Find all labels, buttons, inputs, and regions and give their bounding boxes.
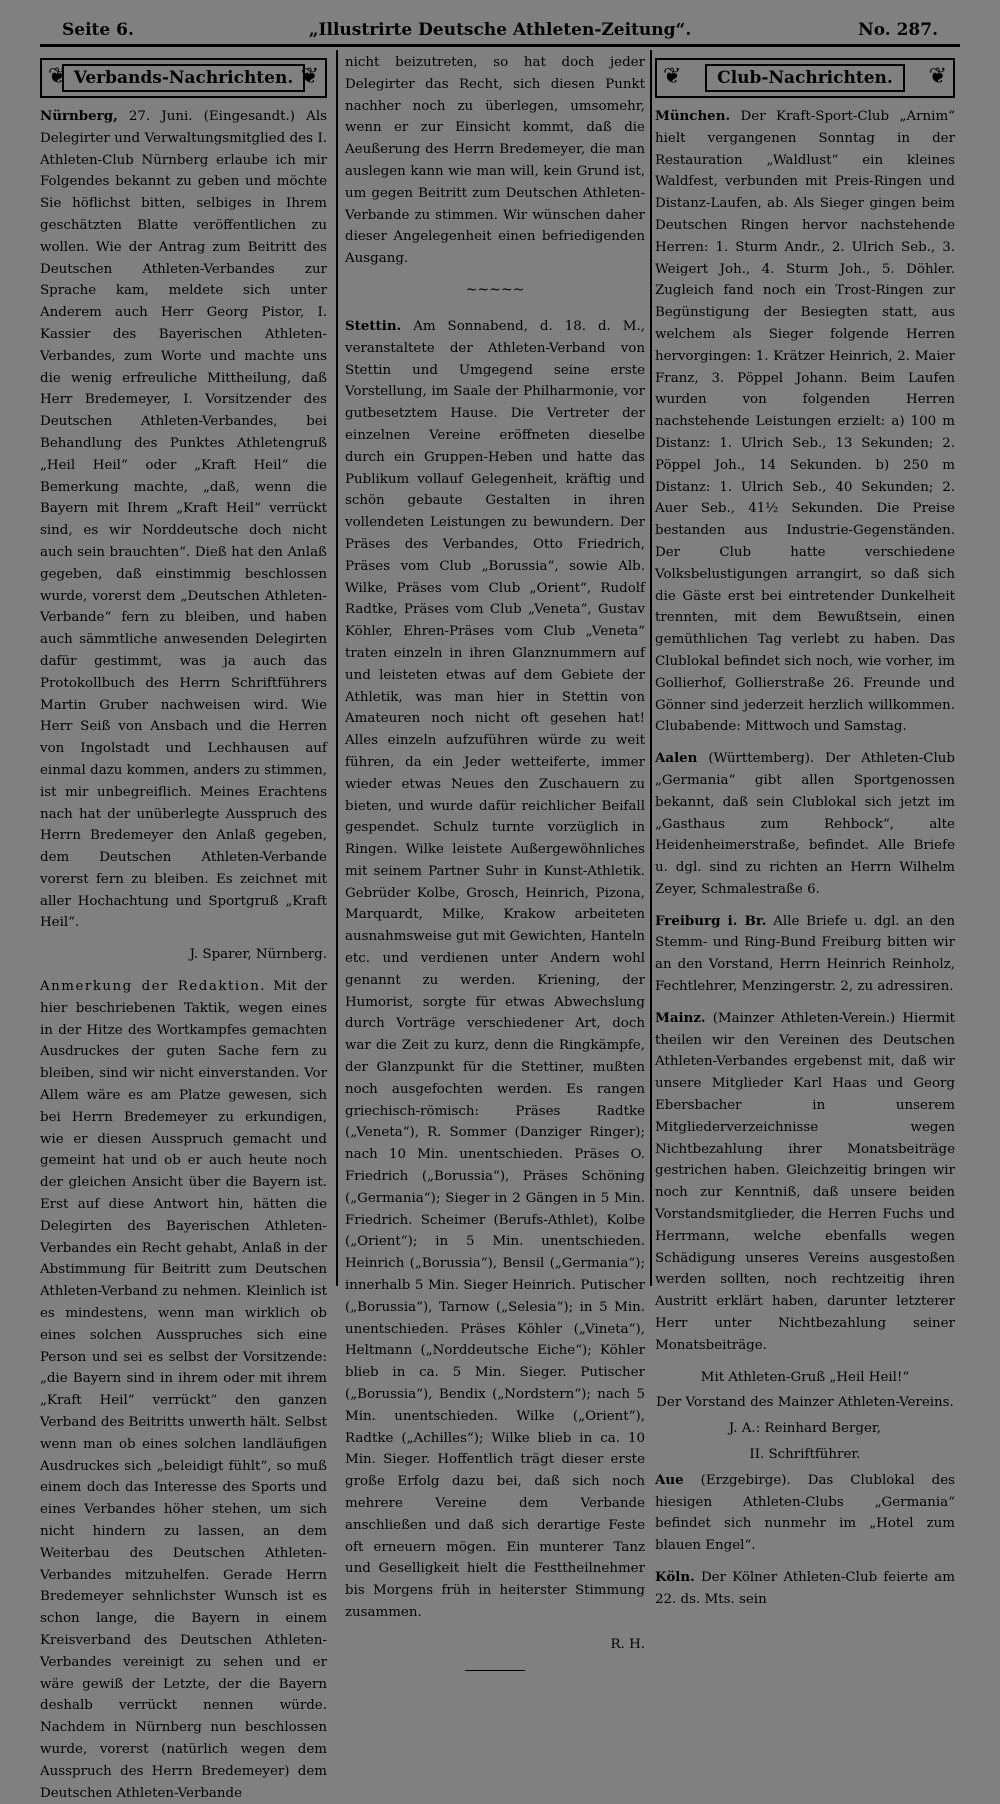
editorial-note-continued: nicht beizutreten, so hat doch jeder Delegirter das Recht, sich diesen Punkt nachher noch zu überlegen, umsomehr, wenn er zur Einsicht kommt, daß die Aeußerung des Herrn Bredemeyer, die man auslegen kann wie man will, kein Grund ist, um gegen Beitritt zum Deutschen Athleten-Verbande zu stimmen. Wir wünschen daher dieser Angelegenheit einen befriedigenden Ausgang. — [345, 55, 645, 267]
article-stettin — [345, 316, 645, 1624]
note-body: Mit der hier beschriebenen Taktik, wegen eines in der Hitze des Wortkampfes gemachten Ausdruckes der guten Sache fern zu bleiben, sind wir nicht einverstanden. Vor Allem wäre es am Platze gewesen, sich bei Herrn Bredemeyer zu erkundigen, wie er diesen Ausspruch gemacht und gemeint hat und ob er auch heute noch der gleichen Ansicht über die Bayern ist. Erst auf diese Antwort hin, hätten die Delegirten des Bayerischen Athleten-Verbandes ein Recht gehabt, Anlaß in der Abstimmung für Beitritt zum Deutschen Athleten-Verband zu nehmen. Kleinlich ist es mindestens, wenn man wirklich ob eines solchen Ausspruches sich eine Person und sei es selbst der Vorsitzende: „die Bayern sind in ihrem oder mit ihrem „Kraft Heil“ verrückt“ den ganzen Verband des Beitritts unwerth hält. Selbst wenn man ob eines solchen landläufigen Ausdruckes sich „beleidigt fühlt“, so muß einem doch das Interesse des Sports und eines Verbandes höher stehen, um sich nicht hindern zu lassen, an dem Weiterbau des Deutschen Athleten-Verbandes mitzuhelfen. Gerade Herrn Bredemeyer sehnlichster Wunsch ist es schon lange, die Bayern in einem Kreisverband des Deutschen Athleten-Verbandes vereinigt zu sehen und er wäre gewiß der Letzte, der die Bayern deshalb verrückt nennen würde. Nachdem in Nürnberg nun beschlossen wurde, vorerst (natürlich wegen dem Ausspruch des Herrn Bredemeyer) dem Deutschen Athleten-Verbande — [40, 979, 327, 1801]
page-number: Seite 6. — [62, 20, 134, 40]
greeting-line: Mit Athleten-Gruß „Heil Heil!“ — [700, 1369, 910, 1385]
page-header — [62, 20, 938, 46]
article-dateline: Freiburg i. Br. — [655, 912, 767, 929]
article-aue — [655, 1470, 955, 1557]
section-title: ❦ Club-Nachrichten. — [705, 64, 905, 92]
article-koeln — [655, 1567, 955, 1611]
column-2 — [345, 52, 645, 1652]
article-dateline: Nürnberg, — [40, 108, 118, 124]
article-body: (Erzgebirge). Das Clublokal des hiesigen Athleten-Clubs „Germania“ befindet sich nunmehr im „Hotel zum blauen Engel“. — [655, 1472, 955, 1554]
article-body: (Mainzer Athleten-Verein.) Hiermit theilen wir den Vereinen des Deutschen Athleten-Verbandes ergebenst mit, daß wir unsere Mitglieder Karl Haas und Georg Ebersbacher in unserem Mitgliederverzeichnisse wegen Nichtbezahlung ihrer Monatsbeiträge gestrichen haben. Gleichzeitig bringen wir noch zur Kenntniß, daß unsere beiden Vorstandsmitglieder, die Herren Fuchs und Herrmann, welche ebenfalls wegen Schädigung unseres Vereins ausgestoßen werden sollten, noch rechtzeitig ihren Austritt erklärt haben, darunter letzterer Herr unter Nichtbezahlung seiner Monatsbeiträge. — [655, 1010, 955, 1353]
organization-line: Der Vorstand des Mainzer Athleten-Vereins. — [656, 1395, 954, 1411]
column-3 — [655, 52, 955, 1607]
article-dateline: Aue — [655, 1471, 684, 1488]
article-freiburg — [655, 911, 955, 998]
article-body: Am Sonnabend, d. 18. d. M., veranstaltete der Athleten-Verband von Stettin und Umgegend seine erste Vorstellung, im Saale der Philharmonie, vor gutbesetztem Hause. Die Vertreter der einzelnen Vereine eröffneten dieselbe durch ein Gruppen-Heben und hatte das Publikum vollauf Gelegenheit, kräftig und schön gebaute Gestalten in ihren vollendeten Leistungen zu bewundern. Der Präses des Verbandes, Otto Friedrich, Präses vom Club „Borussia“, sowie Alb. Wilke, Präses vom Club „Orient“, Rudolf Radtke, Präses vom Club „Veneta“, Gustav Köhler, Ehren-Präses vom Club „Veneta“ traten einzeln in ihren Glanznummern auf und leisteten etwas auf dem Gebiete der Athletik, was man hier in Stettin von Amateuren noch nicht oft gesehen hat! Alles einzeln aufzuführen würde zu weit führen, da ein Jeder wetteiferte, immer wieder etwas Neues den Zuschauern zu bieten, und wurde dafür reichlicher Beifall gespendet. Schulz turnte vorzüglich in Ringen. Wilke leistete Außergewöhnliches mit seinem Partner Suhr in Kunst-Athletik. Gebrüder Kolbe, Grosch, Heinrich, Pizona, Marquardt, Milke, Krakow arbeiteten ausnahmsweise gut mit Gewichten, Hanteln etc. und verdienen unter Andern wohl genannt zu werden. Kriening, der Humorist, sorgte für etwas Abwechslung durch Vorträge verschiedener Art, doch war die Zeit zu kurz, denn die Ringkämpfe, der Glanzpunkt für die Stettiner, mußten noch ausgefochten werden. Es rangen griechisch-römisch: Präses Radtke („Veneta“), R. Sommer (Danziger Ringer); nach 10 Min. unentschieden. Präses O. Friedrich („Borussia“), Präses Schöning („Germania“); Sieger in 2 Gängen in 5 Min. Friedrich. Scheimer (Berufs-Athlet), Kolbe („Orient“); in 5 Min. unentschieden. Heinrich („Borussia“), Bensil („Germania“); innerhalb 5 Min. Sieger Heinrich. Putischer („Borussia“), Tarnow („Selesia“); in 5 Min. unentschieden. Präses Köhler („Vineta“), Heltmann („Norddeutsche Eiche“); Köhler blieb in ca. 5 Min. Sieger. Putischer („Borussia“), Bendix („Nordstern“); nach 5 Min. unentschieden. Wilke („Orient“), Radtke („Achilles“); Wilke blieb in ca. 10 Min. Sieger. Hoffentlich trägt dieser erste große Erfolg dazu bei, daß sich noch mehrere Vereine dem Verbande anschließen und daß sich derartige Feste oft erneuern mögen. Ein munterer Tanz und Geselligkeit hielt die Festtheilnehmer bis Morgens früh in heiterster Stimmung zusammen. — [345, 318, 645, 1620]
article-dateline: Mainz. — [655, 1009, 706, 1026]
newspaper-title: „Illustrirte Deutsche Athleten-Zeitung“. — [308, 20, 692, 40]
article-body: Der Kölner Athleten-Club feierte am 22. ds. Mts. sein — [655, 1570, 955, 1607]
note-heading: Anmerkung der Redaktion. — [40, 979, 267, 995]
section-ornament: ~~~~~ — [465, 281, 525, 298]
article-body: 27. Juni. (Eingesandt.) Als Delegirter und Verwaltungsmitglied des I. Athleten-Club Nürnberg erlaube ich mir Folgendes bekannt zu geben und möchte Sie höflichst bitten, selbiges in Ihrem geschätzten Blatte veröffentlichen zu wollen. Wie der Antrag zum Beitritt des Deutschen Athleten-Verbandes zur Sprache kam, meldete sich unter Anderem auch Herr Georg Pistor, I. Kassier des Bayerischen Athleten-Verbandes, zum Worte und machte uns die wenig erfreuliche Mittheilung, daß Herr Bredemeyer, I. Vorsitzender des Deutschen Athleten-Verbandes, bei Behandlung des Punktes Athletengruß „Heil Heil“ oder „Kraft Heil“ die Bemerkung machte, „daß, wenn die Bayern mit Ihrem „Kraft Heil“ verrückt sind, es wir Norddeutsche doch nicht auch sein brauchten“. Dieß hat den Anlaß gegeben, daß einstimmig beschlossen wurde, vorerst dem „Deutschen Athleten-Verbande“ fern zu bleiben, und haben auch sämmtliche anwesenden Delegirten dafür gestimmt, was ja auch das Protokollbuch des Herrn Schriftführers Martin Gruber nachweisen wird. Wie Herr Seiß von Ansbach und die Herren von Ingolstadt und Lechhausen auf einmal dazu kommen, anders zu stimmen, ist mir unbegreiflich. Meines Erachtens nach hat der unüberlegte Ausspruch des Herrn Bredemeyer den Anlaß gegeben, dem Deutschen Athleten-Verbande vorerst fern zu bleiben. Es zeichnet mit aller Hochachtung und Sportgruß „Kraft Heil“. — [40, 109, 327, 931]
column-divider — [336, 50, 338, 1286]
issue-number: No. 287. — [858, 20, 938, 40]
signature-name: J. A.: Reinhard Berger, — [728, 1421, 882, 1437]
section-banner — [40, 58, 327, 98]
article-nuernberg — [40, 106, 327, 934]
article-dateline: München. — [655, 108, 731, 124]
article-body: Der Kraft-Sport-Club „Arnim“ hielt vergangenen Sonntag in der Restauration „Waldlust“ ein kleines Waldfest, verbunden mit Preis-Ringen und Distanz-Laufen, ab. Als Sieger gingen beim Deutschen Ringen hervor nachstehende Herren: 1. Sturm Andr., 2. Ulrich Seb., 3. Weigert Joh., 4. Sturm Joh., 5. Döhler. Zugleich fand noch ein Trost-Ringen zur Begünstigung der Besiegten statt, aus welchem als Sieger folgende Herren hervorgingen: 1. Krätzer Heinrich, 2. Maier Franz, 3. Pöppel Johann. Beim Laufen wurden von folgenden Herren nachstehende Leistungen erzielt: a) 100 m Distanz: 1. Ulrich Seb., 13 Sekunden; 2. Pöppel Joh., 14 Sekunden. b) 250 m Distanz: 1. Ulrich Seb., 40 Sekunden; 2. Auer Seb., 41½ Sekunden. Die Preise bestanden aus Industrie-Gegenständen. Der Club hatte verschiedene Volksbelustigungen arrangirt, so daß sich die Gäste erst bei eintretender Dunkelheit trennten, mit dem Bewußtsein, einen gemüthlichen Tag verlebt zu haben. Das Clublokal befindet sich noch, wie vorher, im Gollierhof, Gollierstraße 26. Freunde und Gönner sind jederzeit herzlich willkommen. Clubabende: Mittwoch und Samstag. — [655, 109, 955, 735]
article-dateline: Stettin. — [345, 317, 402, 334]
header-rule — [40, 44, 960, 47]
article-dateline: Köln. — [655, 1569, 695, 1585]
end-rule — [465, 1670, 525, 1671]
article-aalen — [655, 748, 955, 901]
column-1 — [40, 52, 327, 1801]
article-body: (Württemberg). Der Athleten-Club „Germania“ gibt allen Sportgenossen bekannt, daß sein Clublokal sich jetzt im „Gasthaus zum Rehbock“, alte Heidenheimerstraße, befindet. Alle Briefe u. dgl. sind zu richten an Herrn Wilhelm Zeyer, Schmalestraße 6. — [655, 751, 955, 897]
section-title: ❦ Verbands-Nachrichten. — [62, 64, 306, 92]
article-body: Alle Briefe u. dgl. an den Stemm- und Ring-Bund Freiburg bitten wir an den Vorstand, Herrn Heinrich Reinholz, Fechtlehrer, Menzingerstr. 2, zu adressiren. — [655, 913, 955, 995]
section-banner — [655, 58, 955, 98]
signature-title: II. Schriftführer. — [749, 1447, 861, 1463]
article-mainz — [655, 1008, 955, 1357]
article-signature: J. Sparer, Nürnberg. — [189, 947, 327, 963]
editorial-note — [40, 976, 327, 1804]
article-muenchen — [655, 106, 955, 738]
column-divider — [650, 50, 652, 1286]
article-dateline: Aalen — [655, 750, 698, 767]
article-signature: R. H. — [610, 1636, 645, 1652]
